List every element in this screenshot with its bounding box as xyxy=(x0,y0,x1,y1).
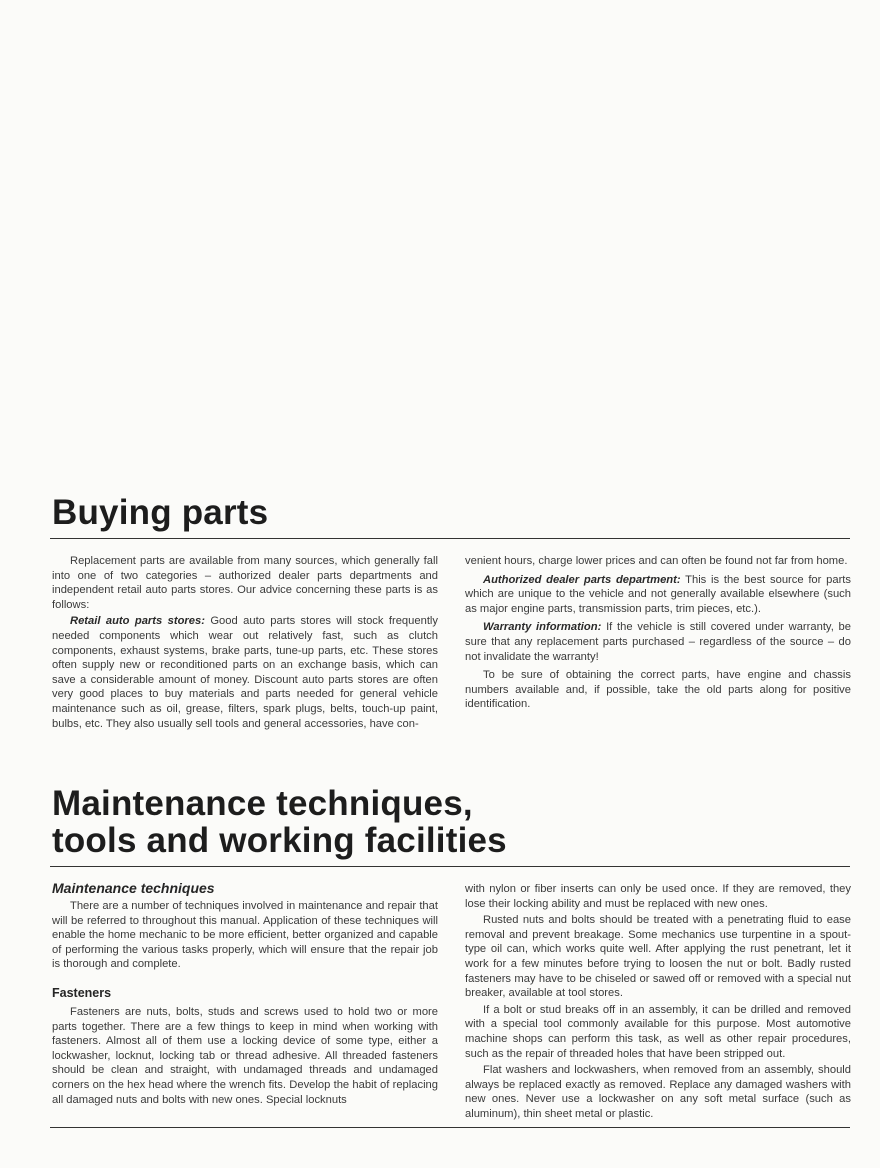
buying-parts-left-column xyxy=(52,554,438,733)
maintenance-left-column xyxy=(52,880,438,1109)
paragraph: venient hours, charge lower prices and can often be found not far from home. xyxy=(465,555,848,567)
section-title-maintenance xyxy=(52,785,507,859)
paragraph: Flat washers and lockwashers, when removed from an assembly, should always be replaced exactly as removed. Replace any damaged washers with new ones. Never use a lockwasher on any soft metal surface (such as aluminum), thin sheet metal or plastic. xyxy=(465,1064,851,1120)
paragraph-lead: Authorized dealer parts department: xyxy=(483,573,681,586)
paragraph: Fasteners are nuts, bolts, studs and screws used to hold two or more parts together. There are a few things to keep in mind when working with fasteners. Almost all of them use a locking device of some type, either a lockwasher, locknut, locking tab or thread adhesive. All threaded fasteners should be clean and straight, with undamaged threads and undamaged corners on the hex head where the wrench fits. Develop the habit of replacing all damaged nuts and bolts with new ones. Special locknuts xyxy=(52,1005,438,1106)
section-rule xyxy=(50,538,850,539)
subheading-fasteners: Fasteners xyxy=(52,985,112,1000)
title-line: tools and working facilities xyxy=(52,821,507,860)
paragraph-text: This is the best source for parts which are unique to the vehicle and not generally available elsewhere (such as major engine parts, transmission parts, trim pieces, etc.). xyxy=(465,573,851,615)
paragraph xyxy=(52,614,438,731)
paragraph-text: If the vehicle is still covered under warranty, be sure that any replacement parts purchased – regardless of the source – do not invalidate the warranty! xyxy=(465,621,852,663)
title-line: Maintenance techniques, xyxy=(52,784,473,823)
paragraph-lead: Warranty information: xyxy=(483,621,602,634)
paragraph: Rusted nuts and bolts should be treated with a penetrating fluid to ease removal and prevent breakage. Some mechanics use turpentine in a spout-type oil can, which works quite well. After applying the rust penetrant, let it work for a few minutes before trying to loosen the nut or bolt. Badly rusted fasteners may have to be chiseled or sawed off or removed with a special nut breaker, available at tool stores. xyxy=(465,914,851,1000)
paragraph xyxy=(465,620,851,664)
paragraph-text: Good auto parts stores will stock frequently needed components which wear out relatively fast, such as clutch components, exhaust systems, brake parts, tune-up parts, etc. These stores often supply new or reconditioned parts on an exchange basis, which can save a considerable amount of money. Discount auto parts stores are often very good places to buy materials and parts needed for general vehicle maintenance such as oil, grease, filters, spark plugs, belts, touch-up paint, bulbs, etc. They also usually sell tools and general accessories, have con- xyxy=(52,615,439,730)
paragraph-lead: Retail auto parts stores: xyxy=(70,615,205,628)
paragraph: To be sure of obtaining the correct parts, have engine and chassis numbers available and, if possible, take the old parts along for positive identification. xyxy=(465,669,851,711)
paragraph: Replacement parts are available from many sources, which generally fall into one of two categories – authorized dealer parts departments and independent retail auto parts stores. Our advice concerning these parts is as follows: xyxy=(52,555,438,611)
bottom-rule xyxy=(50,1127,850,1128)
subheading-maintenance-techniques: Maintenance techniques xyxy=(52,880,215,896)
paragraph: If a bolt or stud breaks off in an assembly, it can be drilled and removed with a special tool commonly available for this purpose. Most automotive machine shops can perform this task, as well as other repair procedures, such as the repair of threaded holes that have been stripped out. xyxy=(465,1003,851,1060)
maintenance-right-column xyxy=(465,882,851,1124)
section-rule xyxy=(50,866,850,867)
paragraph xyxy=(465,573,851,617)
paragraph: with nylon or fiber inserts can only be used once. If they are removed, they lose their locking ability and must be replaced with new ones. xyxy=(465,883,851,910)
section-title-buying-parts: Buying parts xyxy=(52,493,269,532)
buying-parts-right-column xyxy=(465,554,851,714)
paragraph: There are a number of techniques involved in maintenance and repair that will be referred to throughout this manual. Application of these techniques will enable the home mechanic to be more efficient, better organized and capable of performing the various tasks properly, which will ensure that the repair job is thorough and complete. xyxy=(52,900,438,971)
